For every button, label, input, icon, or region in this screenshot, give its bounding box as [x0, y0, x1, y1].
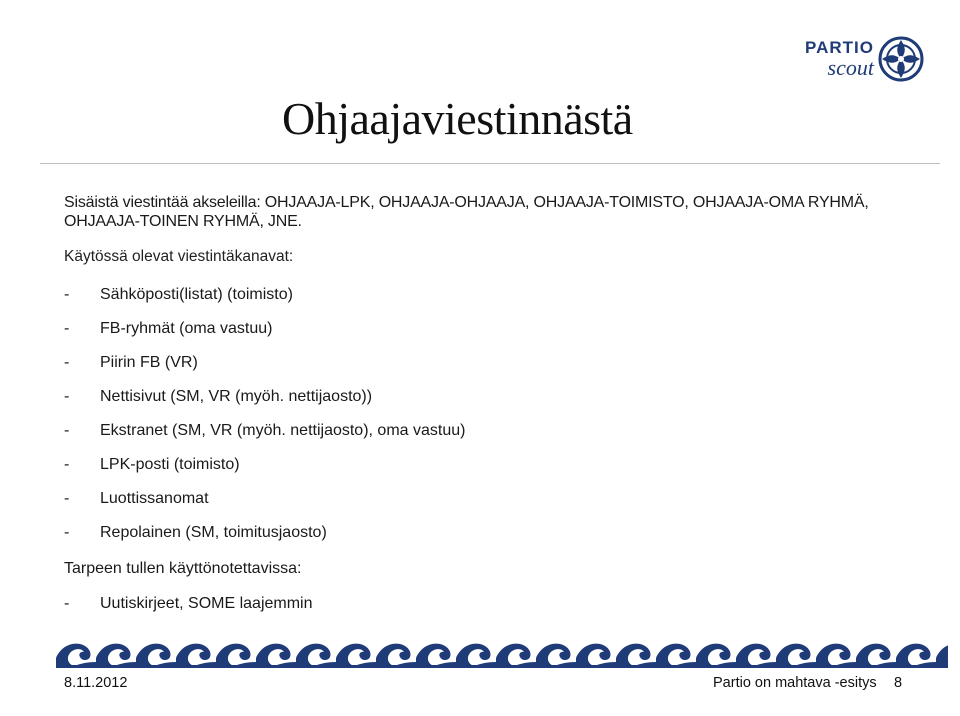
page-number: 8 [894, 675, 903, 691]
list-dash: - [64, 422, 70, 439]
list-item-text: Sähköposti(listat) (toimisto) [100, 286, 293, 303]
channel-list [64, 286, 465, 558]
list-item [64, 524, 465, 558]
list-item-text: Repolainen (SM, toimitusjaosto) [100, 524, 327, 541]
list-dash: - [64, 524, 70, 541]
list-dash: - [64, 456, 70, 473]
footer-presentation-title: Partio on mahtava -esitys [713, 675, 877, 691]
list-item-text: Nettisivut (SM, VR (myöh. nettijaosto)) [100, 388, 373, 405]
extra-list [64, 595, 313, 629]
list-item [64, 388, 465, 422]
list-dash: - [64, 490, 70, 507]
list-dash: - [64, 320, 70, 337]
channels-heading: Käytössä olevat viestintäkanavat: [64, 248, 294, 265]
list-item-text: LPK-posti (toimisto) [100, 456, 240, 473]
list-item [64, 320, 465, 354]
list-dash: - [64, 354, 70, 371]
intro-paragraph: Sisäistä viestintää akseleilla: OHJAAJA-LPK, OHJAAJA-OHJAAJA, OHJAAJA-TOIMISTO, OHJAAJA-OMA RYHMÄ, OHJAAJA-TOINEN RYHMÄ, JNE. [64, 194, 869, 230]
list-dash: - [64, 595, 70, 612]
list-item-text: Ekstranet (SM, VR (myöh. nettijaosto), oma vastuu) [100, 422, 466, 439]
partio-scout-logo [790, 34, 940, 84]
logo-wordmark [790, 38, 874, 79]
wave-pattern-band [56, 638, 948, 668]
footer-date: 8.11.2012 [64, 675, 128, 691]
list-item [64, 422, 465, 456]
list-item [64, 456, 465, 490]
list-dash: - [64, 286, 70, 303]
list-item-text: FB-ryhmät (oma vastuu) [100, 320, 273, 337]
slide-title: Ohjaajaviestinnästä [282, 93, 633, 144]
list-item-text: Piirin FB (VR) [100, 354, 198, 371]
list-item-text: Luottissanomat [100, 490, 209, 507]
list-item [64, 595, 313, 629]
extra-heading: Tarpeen tullen käyttönotettavissa: [64, 560, 302, 577]
list-dash: - [64, 388, 70, 405]
list-item [64, 286, 465, 320]
logo-line-partio: PARTIO [805, 38, 874, 57]
list-item [64, 354, 465, 388]
title-divider [40, 163, 940, 164]
scout-emblem-icon [876, 34, 926, 84]
list-item [64, 490, 465, 524]
logo-line-scout: scout [827, 55, 874, 80]
list-item-text: Uutiskirjeet, SOME laajemmin [100, 595, 313, 612]
